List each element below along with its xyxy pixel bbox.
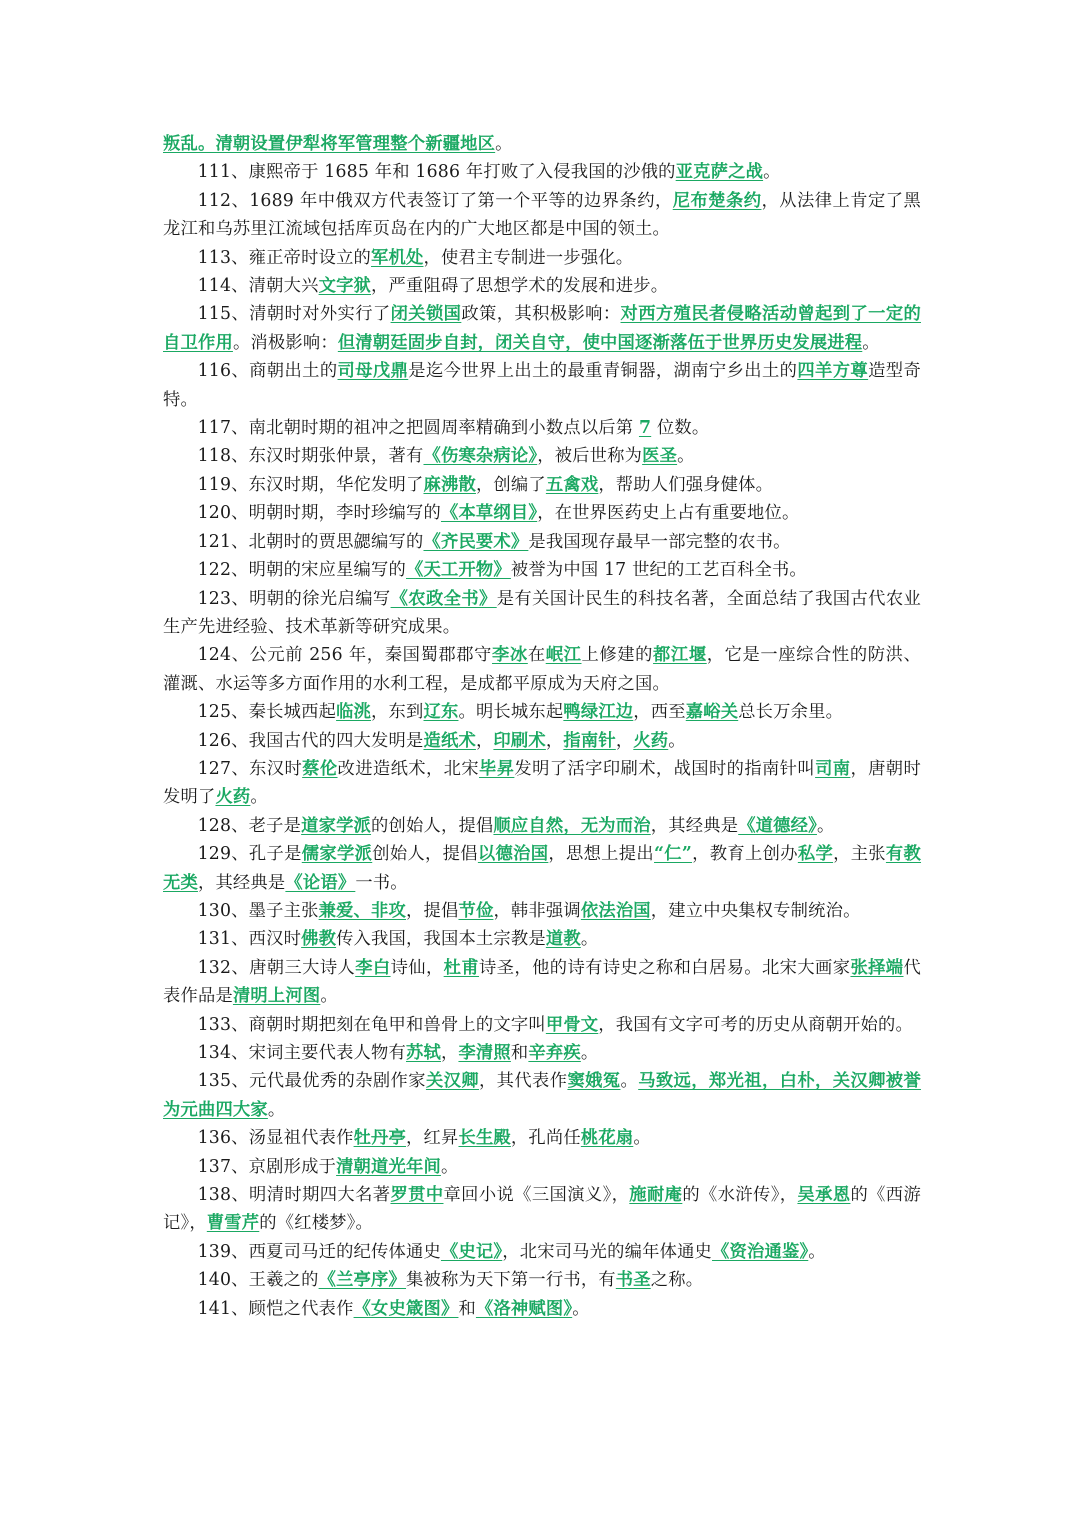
highlighted-term: 7 [638, 418, 652, 439]
highlighted-term: 清朝道光年间 [336, 1156, 441, 1177]
highlighted-term: 以德治国 [477, 844, 549, 865]
highlighted-term: 《道德经》 [738, 815, 817, 836]
list-item [163, 300, 921, 357]
text-segment: 。消极影响： [232, 332, 338, 353]
highlighted-term: 临洮 [336, 702, 372, 723]
highlighted-term: 杜甫 [443, 957, 480, 978]
text-segment: 。 [495, 134, 513, 154]
list-item [163, 925, 921, 953]
text-segment: 137、京剧形成于 [197, 1156, 337, 1177]
text-segment: ，韩非强调 [493, 900, 581, 921]
highlighted-term: 尼布楚条约 [672, 190, 762, 211]
text-segment: 诗仙， [390, 957, 444, 978]
continuation-paragraph [163, 130, 921, 158]
highlighted-term: 儒家学派 [301, 844, 373, 865]
list-item [163, 1295, 921, 1323]
list-item [163, 755, 921, 812]
list-item [163, 414, 921, 442]
highlighted-term: 《洛神赋图》 [475, 1298, 573, 1319]
list-item [163, 244, 921, 272]
highlighted-term: 吴承恩 [797, 1185, 851, 1206]
highlighted-term: 书圣 [615, 1270, 651, 1291]
list-item [163, 641, 921, 698]
text-segment: 134、宋词主要代表人物有 [197, 1043, 406, 1063]
highlighted-term: 节俭 [458, 900, 494, 921]
highlighted-term: 指南针 [563, 730, 616, 751]
list-item [163, 556, 921, 584]
text-segment: ，帮助人们强身健体。 [598, 474, 774, 495]
text-segment: ，它是一座综合性的防洪、灌溉、水运等多方面作用的水利工程，是成都平原成为天府之国。 [163, 645, 921, 694]
text-segment: 132、唐朝三大诗人 [197, 957, 356, 978]
text-segment: 140、王羲之的 [197, 1270, 319, 1291]
highlighted-term: 岷江 [545, 645, 582, 666]
text-segment: ， [440, 1043, 459, 1063]
text-segment: 。 [862, 332, 880, 353]
text-segment: 是我国现存最早一部完整的农书。 [528, 531, 791, 552]
text-segment: ，红昇 [406, 1128, 459, 1149]
text-segment: 。 [440, 1156, 459, 1177]
highlighted-term: 司母戊鼎 [337, 361, 409, 382]
text-segment: 之称。 [650, 1270, 704, 1291]
list-item [163, 897, 921, 925]
highlighted-term: 鸭绿江边 [563, 702, 634, 723]
highlighted-term: 《资治通鉴》 [712, 1241, 809, 1262]
highlighted-term: 闭关锁国 [390, 304, 462, 325]
highlighted-term: 李白 [355, 957, 391, 978]
text-segment: 136、汤显祖代表作 [197, 1128, 354, 1149]
highlighted-term: 窦娥冤 [567, 1071, 621, 1092]
highlighted-term: 曹雪芹 [206, 1213, 260, 1234]
highlighted-term: 《齐民要术》 [423, 531, 529, 552]
highlighted-term: 依法治国 [580, 900, 651, 921]
text-segment: ，其经典是 [197, 872, 286, 893]
text-segment: ，主张 [833, 844, 886, 865]
list-item [163, 1039, 921, 1067]
text-segment: 135、元代最优秀的杂剧作家 [197, 1071, 426, 1092]
text-segment: 114、清朝大兴 [197, 276, 319, 297]
highlighted-term: 火药 [215, 787, 251, 808]
highlighted-term: “仁” [654, 844, 693, 865]
highlighted-term: 张择端 [850, 957, 904, 978]
highlighted-term: 道教 [545, 929, 581, 950]
highlighted-term: 施耐庵 [629, 1185, 683, 1206]
text-segment: ， [615, 730, 634, 751]
highlighted-term: 罗贯中 [390, 1185, 444, 1206]
list-item [163, 954, 921, 1011]
highlighted-term: 顺应自然，无为而治 [493, 815, 651, 836]
text-segment: 创始人，提倡 [372, 844, 478, 865]
highlighted-term: 叛乱。清朝设置伊犁将军管理整个新疆地区 [163, 134, 496, 154]
highlighted-term: 长生殿 [458, 1128, 511, 1149]
text-segment: 是有关国计民生的科技名著，全面总结了我国古代农业生产先进经验、技术革新等研究成果。 [163, 588, 921, 637]
text-segment: 115、清朝时对外实行了 [197, 304, 391, 325]
text-segment: 。 [633, 1128, 651, 1149]
text-segment: 的《水浒传》， [682, 1185, 798, 1206]
text-segment: 。 [808, 1241, 826, 1262]
text-segment: ，在世界医药史上占有重要地位。 [537, 503, 800, 524]
text-segment: 集被称为天下第一行书，有 [406, 1270, 616, 1291]
list-item [163, 187, 921, 244]
text-segment: ，从法律上肯定了黑龙江和乌苏里江流域包括库页岛在内的广大地区都是中国的领土。 [163, 190, 921, 240]
text-segment: 124、公元前 256 年，秦国蜀郡郡守 [197, 645, 493, 666]
highlighted-term: 司南 [815, 758, 851, 779]
list-item [163, 812, 921, 840]
text-segment: 。 [320, 986, 338, 1007]
text-segment: ，被后世称为 [537, 446, 643, 467]
text-segment: 是迄今世界上出土的最重青铜器，湖南宁乡出土的 [408, 361, 798, 382]
text-segment: 。 [620, 1071, 639, 1092]
highlighted-term: 辛弃疾 [528, 1043, 581, 1063]
document-body [163, 130, 921, 1323]
highlighted-term: 甲骨文 [545, 1014, 599, 1035]
highlighted-term: 军机处 [371, 247, 424, 268]
text-segment: 上修建的 [581, 645, 654, 666]
text-segment: ，孔尚任 [510, 1128, 581, 1149]
highlighted-term: 亚克萨之战 [675, 162, 764, 183]
text-segment: 120、明朝时期，李时珍编写的 [197, 503, 441, 524]
highlighted-term: 《本草纲目》 [440, 503, 538, 524]
text-segment: 和 [458, 1298, 476, 1319]
list-item [163, 585, 921, 642]
text-segment: 130、墨子主张 [197, 900, 319, 921]
text-segment: 117、南北朝时期的祖冲之把圆周率精确到小数点以后第 [197, 418, 639, 439]
text-segment: 政策，其积极影响： [461, 304, 621, 325]
highlighted-term: 私学 [797, 844, 834, 865]
highlighted-term: 毕昇 [479, 758, 515, 779]
list-item [163, 357, 921, 414]
text-segment: 被誉为中国 17 世纪的工艺百科全书。 [510, 560, 807, 581]
highlighted-term: 有教无类 [163, 844, 922, 893]
text-segment: ，使君主专制进一步强化。 [423, 247, 634, 268]
list-item [163, 1266, 921, 1294]
highlighted-term: 辽东 [423, 702, 459, 723]
text-segment: 127、东汉时 [197, 758, 303, 779]
text-segment: ，创编了 [475, 474, 546, 495]
text-segment: 总长万余里。 [738, 702, 844, 723]
text-segment: 一书。 [355, 872, 408, 893]
text-segment: ，思想上提出 [548, 844, 655, 865]
highlighted-term: 李冰 [492, 645, 528, 666]
list-item [163, 1011, 921, 1039]
text-segment: ，教育上创办 [692, 844, 798, 865]
highlighted-term: 佛教 [301, 929, 337, 950]
text-segment: 发明了活字印刷术，战国时的指南针叫 [514, 758, 816, 779]
list-item [163, 499, 921, 527]
highlighted-term: 《天工开物》 [406, 560, 511, 581]
text-segment: 133、商朝时期把刻在龟甲和兽骨上的文字叫 [197, 1014, 546, 1035]
list-item [163, 1124, 921, 1152]
text-segment: ，北宋司马光的编年体通史 [502, 1241, 713, 1262]
text-segment: 112、1689 年中俄双方代表签订了第一个平等的边界条约， [197, 190, 673, 211]
highlighted-term: 桃花扇 [580, 1128, 634, 1149]
highlighted-term: 兼爱、非攻 [318, 900, 407, 921]
highlighted-term: 《史记》 [440, 1241, 503, 1262]
list-item [163, 840, 921, 897]
text-segment: 123、明朝的徐光启编写 [197, 588, 391, 609]
list-item [163, 1153, 921, 1181]
text-segment: ，提倡 [406, 900, 459, 921]
highlighted-term: 马致远，郑光祖，白朴，关汉卿被誉为元曲四大家 [163, 1071, 921, 1120]
text-segment: 116、商朝出土的 [197, 361, 338, 382]
highlighted-term: 苏轼 [406, 1043, 441, 1063]
text-segment: 位数。 [651, 418, 710, 439]
text-segment: 128、老子是 [197, 815, 302, 836]
text-segment: 129、孔子是 [197, 844, 302, 865]
text-segment: 在 [527, 645, 546, 666]
text-segment: 。 [250, 787, 268, 808]
list-item [163, 727, 921, 755]
highlighted-term: 《农政全书》 [390, 588, 497, 609]
text-segment: 改进造纸术，北宋 [337, 758, 480, 779]
list-item [163, 1067, 921, 1124]
text-segment: 章回小说《三国演义》， [443, 1185, 630, 1206]
text-segment: 诗圣，他的诗有诗史之称和白居易。北宋大画家 [479, 957, 851, 978]
highlighted-term: 清明上河图 [232, 986, 321, 1007]
text-segment: 的《西游记》， [163, 1185, 921, 1234]
text-segment: ，我国有文字可考的历史从商朝开始的。 [598, 1014, 913, 1035]
text-segment: 。 [677, 446, 695, 467]
text-segment: 造型奇特。 [163, 361, 921, 410]
highlighted-term: 关汉卿 [425, 1071, 479, 1092]
text-segment: 121、北朝时的贾思勰编写的 [197, 531, 424, 552]
text-segment: 119、东汉时期，华佗发明了 [197, 474, 424, 495]
text-segment: 。 [816, 815, 835, 836]
highlighted-term: 文字狱 [318, 276, 372, 297]
text-segment: 111、康熙帝于 1685 年和 1686 年打败了入侵我国的沙俄的 [197, 162, 676, 183]
text-segment: ，东到 [371, 702, 424, 723]
highlighted-term: 医圣 [642, 446, 678, 467]
text-segment: 126、我国古代的四大发明是 [197, 730, 424, 751]
text-segment: 。 [267, 1099, 286, 1120]
list-item [163, 1238, 921, 1266]
list-item [163, 272, 921, 300]
text-segment: 和 [510, 1043, 529, 1063]
text-segment: 。明长城东起 [458, 702, 564, 723]
highlighted-term: 李清照 [458, 1043, 511, 1063]
list-item [163, 442, 921, 470]
list-item [163, 471, 921, 499]
text-segment: 。 [580, 1043, 599, 1063]
text-segment: ，严重阻碍了思想学术的发展和进步。 [371, 276, 669, 297]
text-segment: 118、东汉时期张仲景，著有 [197, 446, 424, 467]
text-segment: ，其代表作 [479, 1071, 568, 1092]
highlighted-term: 印刷术 [493, 730, 546, 751]
text-segment: 。 [580, 929, 599, 950]
highlighted-term: 造纸术 [423, 730, 476, 751]
highlighted-term: 《女史箴图》 [353, 1298, 459, 1319]
highlighted-term: 麻沸散 [423, 474, 476, 495]
text-segment: 的《红楼梦》。 [259, 1213, 373, 1234]
list-item [163, 1181, 921, 1238]
text-segment: ，其经典是 [650, 815, 739, 836]
text-segment: 。 [572, 1298, 590, 1319]
list-item [163, 528, 921, 556]
highlighted-term: 五禽戏 [545, 474, 599, 495]
text-segment: ， [475, 730, 494, 751]
text-segment: ，建立中央集权专制统治。 [650, 900, 861, 921]
text-segment: 。 [763, 162, 781, 183]
text-segment: 141、顾恺之代表作 [197, 1298, 354, 1319]
text-segment: ， [545, 730, 564, 751]
text-segment: 138、明清时期四大名著 [197, 1185, 391, 1206]
text-segment: 。 [668, 730, 686, 751]
text-segment: 125、秦长城西起 [197, 702, 337, 723]
text-segment: 的创始人，提倡 [371, 815, 494, 836]
text-segment: 139、西夏司马迁的纪传体通史 [197, 1241, 441, 1262]
list-item [163, 698, 921, 726]
highlighted-term: 《论语》 [285, 872, 356, 893]
highlighted-term: 牡丹亭 [353, 1128, 407, 1149]
text-segment: ，唐朝时发明了 [163, 758, 921, 808]
highlighted-term: 四羊方尊 [797, 361, 869, 382]
list-item [163, 158, 921, 186]
highlighted-term: 蔡伦 [302, 758, 338, 779]
text-segment: 代表作品是 [163, 957, 921, 1007]
highlighted-term: 都江堰 [653, 645, 707, 666]
highlighted-term: 道家学派 [301, 815, 372, 836]
highlighted-term: 嘉峪关 [685, 702, 739, 723]
highlighted-term: 《兰亭序》 [318, 1270, 407, 1291]
text-segment: 113、雍正帝时设立的 [197, 247, 372, 268]
text-segment: 131、西汉时 [197, 929, 302, 950]
highlighted-term: 但清朝廷固步自封，闭关自守，使中国逐渐落伍于世界历史发展进程 [337, 332, 863, 353]
highlighted-term: 对西方殖民者侵略活动曾起到了一定的自卫作用 [163, 304, 921, 353]
text-segment: 122、明朝的宋应星编写的 [197, 560, 406, 581]
highlighted-term: 《伤寒杂病论》 [423, 446, 538, 467]
highlighted-term: 火药 [633, 730, 669, 751]
text-segment: 传入我国，我国本土宗教是 [336, 929, 546, 950]
text-segment: ，西至 [633, 702, 686, 723]
